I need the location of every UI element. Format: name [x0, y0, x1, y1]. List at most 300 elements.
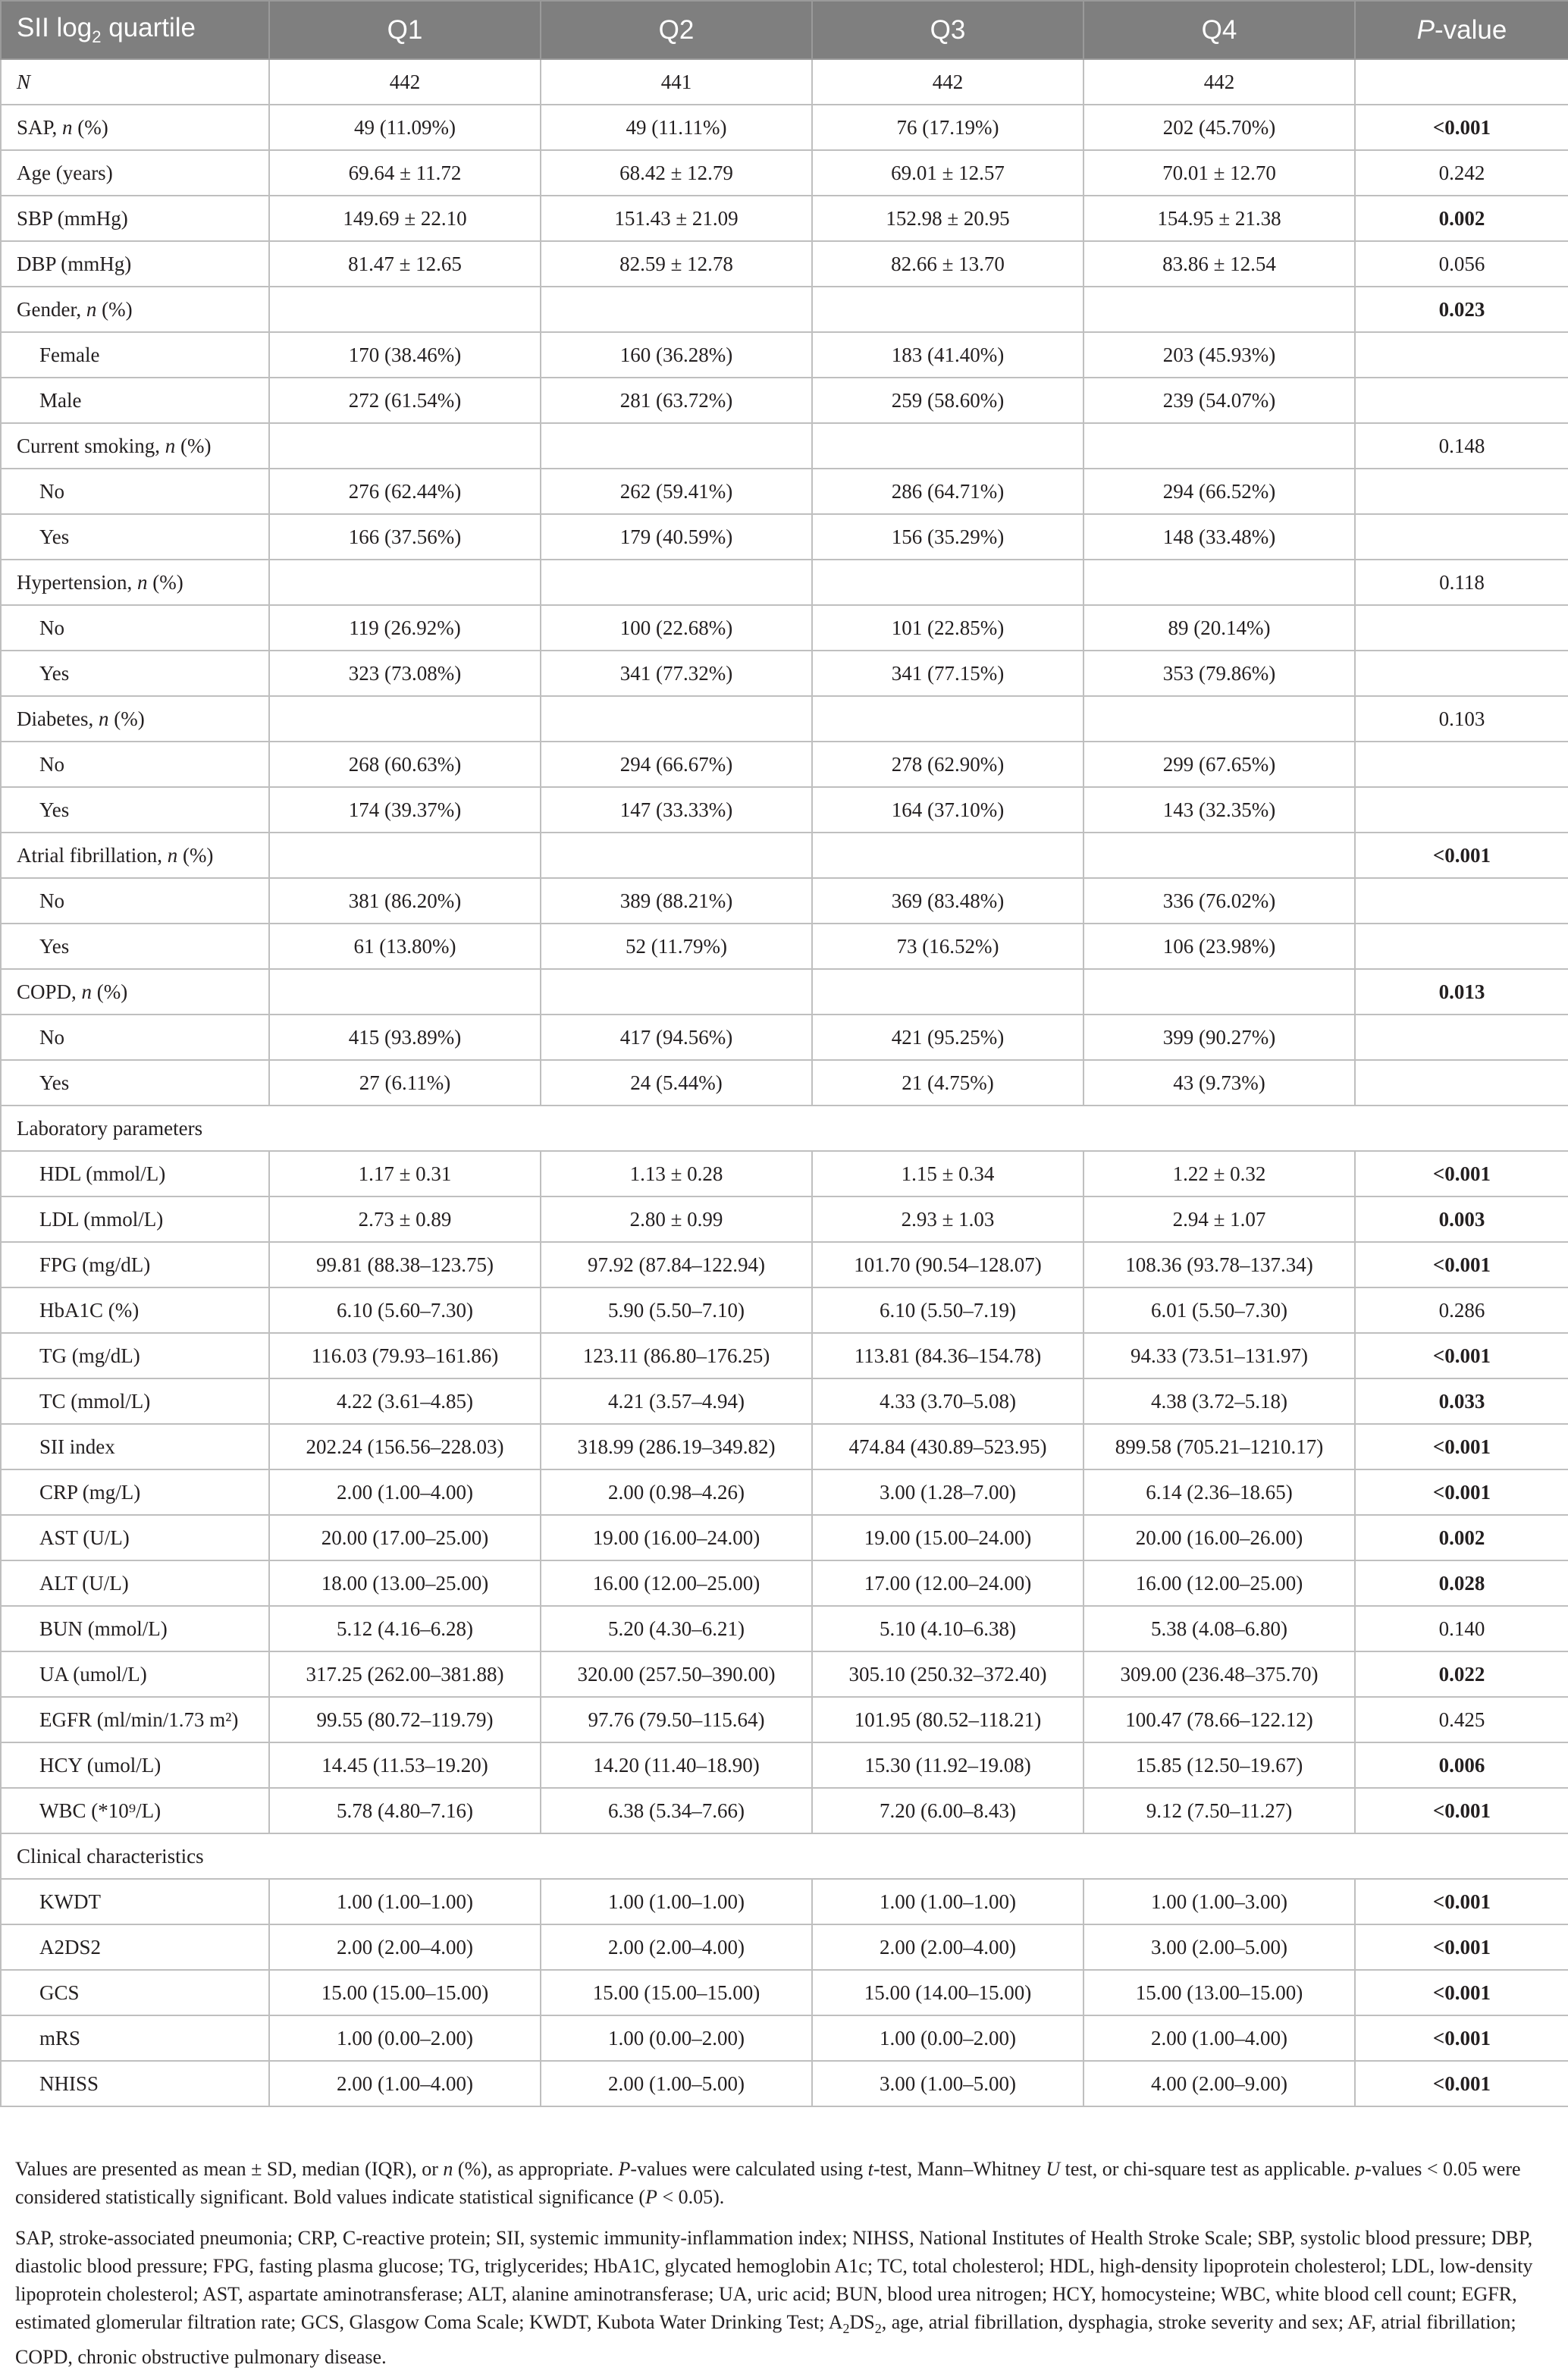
cell-q4: 353 (79.86%) [1083, 651, 1355, 696]
cell-q4: 154.95 ± 21.38 [1083, 196, 1355, 241]
cell-q1: 1.17 ± 0.31 [269, 1151, 541, 1196]
cell-q3: 2.00 (2.00–4.00) [812, 1924, 1083, 1970]
cell-q2: 49 (11.11%) [541, 105, 812, 150]
table-row [1, 1742, 1568, 1788]
cell-q1: 202.24 (156.56–228.03) [269, 1424, 541, 1469]
cell-q4: 6.01 (5.50–7.30) [1083, 1287, 1355, 1333]
cell-q2: 262 (59.41%) [541, 469, 812, 514]
table-row [1, 1606, 1568, 1651]
cell-p-value: 0.002 [1355, 1515, 1568, 1560]
row-label: Atrial fibrillation, n (%) [1, 833, 269, 878]
cell-p-value: 0.003 [1355, 1196, 1568, 1242]
cell-q1: 18.00 (13.00–25.00) [269, 1560, 541, 1606]
table-row [1, 787, 1568, 833]
row-label: EGFR (ml/min/1.73 m²) [1, 1697, 269, 1742]
cell-q4: 2.00 (1.00–4.00) [1083, 2015, 1355, 2061]
cell-q3: 19.00 (15.00–24.00) [812, 1515, 1083, 1560]
cell-q1: 317.25 (262.00–381.88) [269, 1651, 541, 1697]
table-row [1, 1879, 1568, 1924]
cell-q4: 83.86 ± 12.54 [1083, 241, 1355, 287]
table-row [1, 878, 1568, 924]
table-row [1, 423, 1568, 469]
row-label: Yes [1, 787, 269, 833]
cell-p-value: <0.001 [1355, 1788, 1568, 1833]
cell-q4: 100.47 (78.66–122.12) [1083, 1697, 1355, 1742]
table-row [1, 742, 1568, 787]
cell-q3: 369 (83.48%) [812, 878, 1083, 924]
cell-q3: 164 (37.10%) [812, 787, 1083, 833]
cell-q3 [812, 969, 1083, 1015]
row-label: HbA1C (%) [1, 1287, 269, 1333]
cell-q2: 441 [541, 59, 812, 105]
table-body [1, 59, 1568, 2106]
cell-p-value: 0.056 [1355, 241, 1568, 287]
cell-p-value [1355, 514, 1568, 560]
cell-p-value: 0.002 [1355, 196, 1568, 241]
cell-q2: 2.00 (0.98–4.26) [541, 1469, 812, 1515]
cell-q3: 21 (4.75%) [812, 1060, 1083, 1106]
cell-q1: 268 (60.63%) [269, 742, 541, 787]
cell-q1: 6.10 (5.60–7.30) [269, 1287, 541, 1333]
table-row [1, 969, 1568, 1015]
row-label: No [1, 605, 269, 651]
cell-q4: 6.14 (2.36–18.65) [1083, 1469, 1355, 1515]
table-row [1, 1106, 1568, 1151]
cell-q1 [269, 696, 541, 742]
cell-p-value: 0.140 [1355, 1606, 1568, 1651]
cell-q1: 415 (93.89%) [269, 1015, 541, 1060]
cell-p-value: <0.001 [1355, 1424, 1568, 1469]
table-row [1, 605, 1568, 651]
cell-q1 [269, 560, 541, 605]
cell-p-value [1355, 605, 1568, 651]
row-label: SBP (mmHg) [1, 196, 269, 241]
cell-p-value: 0.028 [1355, 1560, 1568, 1606]
cell-q3: 421 (95.25%) [812, 1015, 1083, 1060]
cell-q4 [1083, 969, 1355, 1015]
cell-q4: 1.22 ± 0.32 [1083, 1151, 1355, 1196]
cell-q4: 399 (90.27%) [1083, 1015, 1355, 1060]
cell-q4: 148 (33.48%) [1083, 514, 1355, 560]
table-header [1, 1, 1568, 59]
table-row [1, 287, 1568, 332]
cell-q2: 14.20 (11.40–18.90) [541, 1742, 812, 1788]
cell-q4 [1083, 287, 1355, 332]
row-label: NHISS [1, 2061, 269, 2106]
table-row [1, 1970, 1568, 2015]
cell-q1: 20.00 (17.00–25.00) [269, 1515, 541, 1560]
cell-q1: 49 (11.09%) [269, 105, 541, 150]
cell-q3: 5.10 (4.10–6.38) [812, 1606, 1083, 1651]
cell-p-value: 0.103 [1355, 696, 1568, 742]
cell-q1: 1.00 (1.00–1.00) [269, 1879, 541, 1924]
cell-p-value [1355, 742, 1568, 787]
cell-q1: 442 [269, 59, 541, 105]
cell-q1: 14.45 (11.53–19.20) [269, 1742, 541, 1788]
header-q3: Q3 [812, 1, 1083, 59]
cell-q3: 259 (58.60%) [812, 378, 1083, 423]
table-row [1, 1015, 1568, 1060]
cell-q3: 6.10 (5.50–7.19) [812, 1287, 1083, 1333]
cell-q2 [541, 423, 812, 469]
row-label: No [1, 742, 269, 787]
cell-q2: 318.99 (286.19–349.82) [541, 1424, 812, 1469]
row-label: Current smoking, n (%) [1, 423, 269, 469]
header-q4: Q4 [1083, 1, 1355, 59]
cell-p-value: 0.148 [1355, 423, 1568, 469]
cell-p-value [1355, 332, 1568, 378]
row-label: mRS [1, 2015, 269, 2061]
table-row [1, 1833, 1568, 1879]
cell-q4 [1083, 560, 1355, 605]
cell-q2: 1.13 ± 0.28 [541, 1151, 812, 1196]
row-label: ALT (U/L) [1, 1560, 269, 1606]
cell-p-value [1355, 1015, 1568, 1060]
row-label: No [1, 1015, 269, 1060]
cell-q3: 73 (16.52%) [812, 924, 1083, 969]
cell-p-value: 0.023 [1355, 287, 1568, 332]
cell-q2: 1.00 (0.00–2.00) [541, 2015, 812, 2061]
cell-q4: 143 (32.35%) [1083, 787, 1355, 833]
cell-p-value: 0.242 [1355, 150, 1568, 196]
cell-q3: 183 (41.40%) [812, 332, 1083, 378]
cell-q2: 2.00 (1.00–5.00) [541, 2061, 812, 2106]
section-heading: Clinical characteristics [1, 1833, 1568, 1879]
cell-p-value: 0.013 [1355, 969, 1568, 1015]
cell-q4: 203 (45.93%) [1083, 332, 1355, 378]
cell-q4: 239 (54.07%) [1083, 378, 1355, 423]
cell-q4: 15.85 (12.50–19.67) [1083, 1742, 1355, 1788]
header-q1: Q1 [269, 1, 541, 59]
table-row [1, 651, 1568, 696]
row-label: LDL (mmol/L) [1, 1196, 269, 1242]
cell-q2: 52 (11.79%) [541, 924, 812, 969]
table-row [1, 1469, 1568, 1515]
cell-q1: 119 (26.92%) [269, 605, 541, 651]
table-row [1, 150, 1568, 196]
cell-p-value: 0.033 [1355, 1378, 1568, 1424]
row-label: WBC (*10⁹/L) [1, 1788, 269, 1833]
cell-p-value: <0.001 [1355, 833, 1568, 878]
row-label: GCS [1, 1970, 269, 2015]
row-label: TC (mmol/L) [1, 1378, 269, 1424]
cell-q3: 15.00 (14.00–15.00) [812, 1970, 1083, 2015]
cell-q4: 309.00 (236.48–375.70) [1083, 1651, 1355, 1697]
cell-q3: 1.15 ± 0.34 [812, 1151, 1083, 1196]
cell-q2: 82.59 ± 12.78 [541, 241, 812, 287]
cell-q4: 202 (45.70%) [1083, 105, 1355, 150]
cell-q3 [812, 423, 1083, 469]
cell-q1: 116.03 (79.93–161.86) [269, 1333, 541, 1378]
cell-q2: 389 (88.21%) [541, 878, 812, 924]
cell-q2: 151.43 ± 21.09 [541, 196, 812, 241]
section-heading: Laboratory parameters [1, 1106, 1568, 1151]
cell-q4 [1083, 423, 1355, 469]
cell-q3: 278 (62.90%) [812, 742, 1083, 787]
header-quartile: SII $\log_2$ quartile [1, 1, 269, 59]
cell-q2: 24 (5.44%) [541, 1060, 812, 1106]
cell-p-value: <0.001 [1355, 1333, 1568, 1378]
cell-p-value: 0.006 [1355, 1742, 1568, 1788]
table-row [1, 1378, 1568, 1424]
cell-q1: 5.78 (4.80–7.16) [269, 1788, 541, 1833]
cell-q4: 442 [1083, 59, 1355, 105]
row-label: No [1, 469, 269, 514]
row-label: Yes [1, 924, 269, 969]
table-row [1, 1424, 1568, 1469]
table-row [1, 1060, 1568, 1106]
header-row [1, 1, 1568, 59]
cell-p-value [1355, 469, 1568, 514]
cell-q2: 2.80 ± 0.99 [541, 1196, 812, 1242]
cell-q4: 294 (66.52%) [1083, 469, 1355, 514]
table-row [1, 241, 1568, 287]
row-label: DBP (mmHg) [1, 241, 269, 287]
cell-q3: 3.00 (1.28–7.00) [812, 1469, 1083, 1515]
cell-q4: 43 (9.73%) [1083, 1060, 1355, 1106]
table-row [1, 378, 1568, 423]
cell-p-value: <0.001 [1355, 1242, 1568, 1287]
cell-q4: 336 (76.02%) [1083, 878, 1355, 924]
cell-q2 [541, 560, 812, 605]
row-label: HCY (umol/L) [1, 1742, 269, 1788]
cell-p-value: <0.001 [1355, 1151, 1568, 1196]
cell-q1: 2.00 (2.00–4.00) [269, 1924, 541, 1970]
cell-q3 [812, 833, 1083, 878]
cell-q3: 1.00 (1.00–1.00) [812, 1879, 1083, 1924]
cell-q4 [1083, 833, 1355, 878]
row-label: HDL (mmol/L) [1, 1151, 269, 1196]
cell-p-value: 0.425 [1355, 1697, 1568, 1742]
row-label: Age (years) [1, 150, 269, 196]
row-label: Gender, n (%) [1, 287, 269, 332]
cell-q2: 97.92 (87.84–122.94) [541, 1242, 812, 1287]
cell-q4: 4.00 (2.00–9.00) [1083, 2061, 1355, 2106]
cell-q1: 170 (38.46%) [269, 332, 541, 378]
cell-q3 [812, 287, 1083, 332]
cell-p-value: <0.001 [1355, 1879, 1568, 1924]
cell-q1: 272 (61.54%) [269, 378, 541, 423]
table-row [1, 1697, 1568, 1742]
footnote-methods: Values are presented as mean ± SD, median (IQR), or n (%), as appropriate. P-values were calculated using t-test, Mann–Whitney U test, or chi-square test as applicable. p-values < 0.05 were considered statistically significant. Bold values indicate statistical significance (P < 0.05). [15, 2158, 1521, 2208]
cell-q3: 15.30 (11.92–19.08) [812, 1742, 1083, 1788]
cell-q4: 2.94 ± 1.07 [1083, 1196, 1355, 1242]
header-q2: Q2 [541, 1, 812, 59]
cell-q1: 2.00 (1.00–4.00) [269, 1469, 541, 1515]
cell-q4: 299 (67.65%) [1083, 742, 1355, 787]
table-row [1, 105, 1568, 150]
cell-q4 [1083, 696, 1355, 742]
cell-q1: 81.47 ± 12.65 [269, 241, 541, 287]
table-row [1, 469, 1568, 514]
cell-q1 [269, 833, 541, 878]
cell-q2: 6.38 (5.34–7.66) [541, 1788, 812, 1833]
row-label: Male [1, 378, 269, 423]
cell-q2: 19.00 (16.00–24.00) [541, 1515, 812, 1560]
cell-q3: 101.95 (80.52–118.21) [812, 1697, 1083, 1742]
cell-q2 [541, 696, 812, 742]
cell-q2: 100 (22.68%) [541, 605, 812, 651]
cell-q4: 3.00 (2.00–5.00) [1083, 1924, 1355, 1970]
cell-q4: 899.58 (705.21–1210.17) [1083, 1424, 1355, 1469]
cell-q1 [269, 969, 541, 1015]
cell-q1: 2.00 (1.00–4.00) [269, 2061, 541, 2106]
cell-q3: 17.00 (12.00–24.00) [812, 1560, 1083, 1606]
row-label: TG (mg/dL) [1, 1333, 269, 1378]
cell-q4: 5.38 (4.08–6.80) [1083, 1606, 1355, 1651]
cell-q2: 417 (94.56%) [541, 1015, 812, 1060]
cell-q2: 179 (40.59%) [541, 514, 812, 560]
cell-q3: 82.66 ± 13.70 [812, 241, 1083, 287]
table-row [1, 59, 1568, 105]
cell-q4: 89 (20.14%) [1083, 605, 1355, 651]
cell-q2: 5.20 (4.30–6.21) [541, 1606, 812, 1651]
row-label: Yes [1, 514, 269, 560]
cell-q2: 16.00 (12.00–25.00) [541, 1560, 812, 1606]
row-label: SAP, n (%) [1, 105, 269, 150]
cell-q3: 1.00 (0.00–2.00) [812, 2015, 1083, 2061]
table-row [1, 332, 1568, 378]
row-label: Yes [1, 651, 269, 696]
row-label: FPG (mg/dL) [1, 1242, 269, 1287]
table-row [1, 833, 1568, 878]
cell-q3: 156 (35.29%) [812, 514, 1083, 560]
cell-q2 [541, 833, 812, 878]
table-row [1, 1924, 1568, 1970]
cell-p-value: 0.118 [1355, 560, 1568, 605]
table-row [1, 1287, 1568, 1333]
cell-q4: 4.38 (3.72–5.18) [1083, 1378, 1355, 1424]
cell-q2 [541, 287, 812, 332]
cell-q1: 69.64 ± 11.72 [269, 150, 541, 196]
cell-q2: 281 (63.72%) [541, 378, 812, 423]
cell-q2: 5.90 (5.50–7.10) [541, 1287, 812, 1333]
cell-q4: 106 (23.98%) [1083, 924, 1355, 969]
cell-q3: 101 (22.85%) [812, 605, 1083, 651]
cell-p-value [1355, 59, 1568, 105]
cell-q3: 76 (17.19%) [812, 105, 1083, 150]
cell-q2: 2.00 (2.00–4.00) [541, 1924, 812, 1970]
table-row [1, 696, 1568, 742]
cell-q1: 5.12 (4.16–6.28) [269, 1606, 541, 1651]
cell-q3: 286 (64.71%) [812, 469, 1083, 514]
row-label: No [1, 878, 269, 924]
cell-q2: 147 (33.33%) [541, 787, 812, 833]
cell-q3: 4.33 (3.70–5.08) [812, 1378, 1083, 1424]
cell-p-value [1355, 878, 1568, 924]
row-label: CRP (mg/L) [1, 1469, 269, 1515]
cell-q1: 323 (73.08%) [269, 651, 541, 696]
table-row [1, 1560, 1568, 1606]
cell-q3: 305.10 (250.32–372.40) [812, 1651, 1083, 1697]
cell-q3: 341 (77.15%) [812, 651, 1083, 696]
table-row [1, 924, 1568, 969]
cell-q1: 149.69 ± 22.10 [269, 196, 541, 241]
row-label: SII index [1, 1424, 269, 1469]
cell-q1: 15.00 (15.00–15.00) [269, 1970, 541, 2015]
cell-p-value: 0.022 [1355, 1651, 1568, 1697]
footnote-abbreviations: SAP, stroke-associated pneumonia; CRP, C-reactive protein; SII, systemic immunity-inflammation index; NIHSS, National Institutes of Health Stroke Scale; SBP, systolic blood pressure; DBP, diastolic blood pressure; FPG, fasting plasma glucose; TG, triglycerides; HbA1C, glycated hemoglobin A1c; TC, total cholesterol; HDL, high-density lipoprotein cholesterol; LDL, low-density lipoprotein cholesterol; AST, aspartate aminotransferase; ALT, alanine aminotransferase; UA, uric acid; BUN, blood urea nitrogen; HCY, homocysteine; WBC, white blood cell count; EGFR, estimated glomerular filtration rate; GCS, Glasgow Coma Scale; KWDT, Kubota Water Drinking Test; $A_2DS_2$, age, atrial fibrillation, dysphagia, stroke severity and sex; AF, atrial fibrillation; COPD, chronic obstructive pulmonary disease. [15, 2227, 1533, 2369]
cell-q3 [812, 560, 1083, 605]
row-label: Yes [1, 1060, 269, 1106]
cell-q4: 20.00 (16.00–26.00) [1083, 1515, 1355, 1560]
cell-q4: 15.00 (13.00–15.00) [1083, 1970, 1355, 2015]
row-label: A2DS2 [1, 1924, 269, 1970]
cell-p-value [1355, 787, 1568, 833]
cell-q3: 2.93 ± 1.03 [812, 1196, 1083, 1242]
cell-q1: 381 (86.20%) [269, 878, 541, 924]
row-label: AST (U/L) [1, 1515, 269, 1560]
cell-q3 [812, 696, 1083, 742]
cell-q1: 4.22 (3.61–4.85) [269, 1378, 541, 1424]
table-row [1, 1333, 1568, 1378]
row-label: N [1, 59, 269, 105]
table-row [1, 1651, 1568, 1697]
cell-q1: 166 (37.56%) [269, 514, 541, 560]
row-label: Female [1, 332, 269, 378]
cell-q4: 9.12 (7.50–11.27) [1083, 1788, 1355, 1833]
cell-q2 [541, 969, 812, 1015]
cell-q2: 68.42 ± 12.79 [541, 150, 812, 196]
cell-q4: 16.00 (12.00–25.00) [1083, 1560, 1355, 1606]
cell-q1: 99.55 (80.72–119.79) [269, 1697, 541, 1742]
row-label: BUN (mmol/L) [1, 1606, 269, 1651]
table-row [1, 1196, 1568, 1242]
cell-q1: 1.00 (0.00–2.00) [269, 2015, 541, 2061]
cell-q4: 1.00 (1.00–3.00) [1083, 1879, 1355, 1924]
cell-q3: 474.84 (430.89–523.95) [812, 1424, 1083, 1469]
cell-q1: 276 (62.44%) [269, 469, 541, 514]
cell-q1: 99.81 (88.38–123.75) [269, 1242, 541, 1287]
cell-p-value: <0.001 [1355, 1469, 1568, 1515]
cell-q2: 15.00 (15.00–15.00) [541, 1970, 812, 2015]
table-row [1, 1151, 1568, 1196]
cell-q3: 113.81 (84.36–154.78) [812, 1333, 1083, 1378]
row-label: Diabetes, n (%) [1, 696, 269, 742]
cell-q4: 94.33 (73.51–131.97) [1083, 1333, 1355, 1378]
cell-q2: 1.00 (1.00–1.00) [541, 1879, 812, 1924]
cell-q1: 174 (39.37%) [269, 787, 541, 833]
cell-q4: 108.36 (93.78–137.34) [1083, 1242, 1355, 1287]
cell-p-value: <0.001 [1355, 2061, 1568, 2106]
cell-q4: 70.01 ± 12.70 [1083, 150, 1355, 196]
cell-q3: 3.00 (1.00–5.00) [812, 2061, 1083, 2106]
cell-p-value [1355, 924, 1568, 969]
cell-p-value: <0.001 [1355, 1970, 1568, 2015]
cell-q1: 27 (6.11%) [269, 1060, 541, 1106]
cell-q1: 2.73 ± 0.89 [269, 1196, 541, 1242]
cell-p-value: 0.286 [1355, 1287, 1568, 1333]
cell-q3: 442 [812, 59, 1083, 105]
cell-q3: 152.98 ± 20.95 [812, 196, 1083, 241]
cell-q1: 61 (13.80%) [269, 924, 541, 969]
cell-p-value: <0.001 [1355, 1924, 1568, 1970]
cell-q2: 97.76 (79.50–115.64) [541, 1697, 812, 1742]
table-row [1, 196, 1568, 241]
cell-p-value [1355, 1060, 1568, 1106]
table-row [1, 560, 1568, 605]
cell-q2: 320.00 (257.50–390.00) [541, 1651, 812, 1697]
table-row [1, 1242, 1568, 1287]
cell-q1 [269, 287, 541, 332]
row-label: UA (umol/L) [1, 1651, 269, 1697]
cell-q2: 294 (66.67%) [541, 742, 812, 787]
cell-q3: 101.70 (90.54–128.07) [812, 1242, 1083, 1287]
cell-q2: 4.21 (3.57–4.94) [541, 1378, 812, 1424]
cell-q2: 123.11 (86.80–176.25) [541, 1333, 812, 1378]
table-row [1, 514, 1568, 560]
header-p-value: P-value [1355, 1, 1568, 59]
